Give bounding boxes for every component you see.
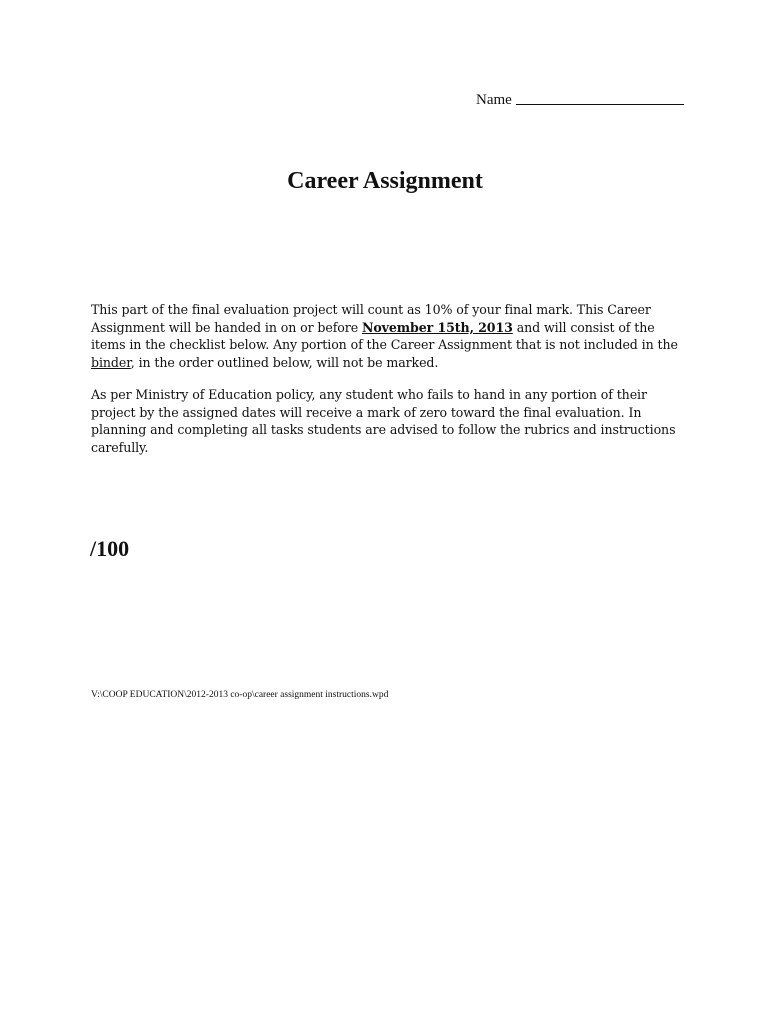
intro-text-end: , in the order outlined below, will not be marked. <box>130 354 439 370</box>
name-label: Name <box>476 92 512 108</box>
binder-word: binder <box>91 354 131 370</box>
intro-text-after-date: and will consist of the items in the checklist below. Any portion of the Career Assignment that is not included in the <box>91 319 678 353</box>
name-field-row <box>476 90 684 109</box>
intro-paragraph <box>91 301 691 371</box>
intro-text-before-date: This part of the final evaluation project will count as 10% of your final mark. This Career Assignment will be handed in on or before <box>91 302 651 335</box>
file-path-footer: V:\COOP EDUCATION\2012-2013 co-op\career assignment instructions.wpd <box>91 690 389 700</box>
name-blank-line <box>516 90 684 105</box>
score-total: /100 <box>90 536 130 561</box>
policy-paragraph: As per Ministry of Education policy, any student who fails to hand in any portion of their project by the assigned dates will receive a mark of zero toward the final evaluation. In planning and completing all tasks students are advised to follow the rubrics and instructions carefully. <box>91 387 676 455</box>
due-date: November 15th, 2013 <box>361 319 513 335</box>
document-title: Career Assignment <box>287 168 483 194</box>
